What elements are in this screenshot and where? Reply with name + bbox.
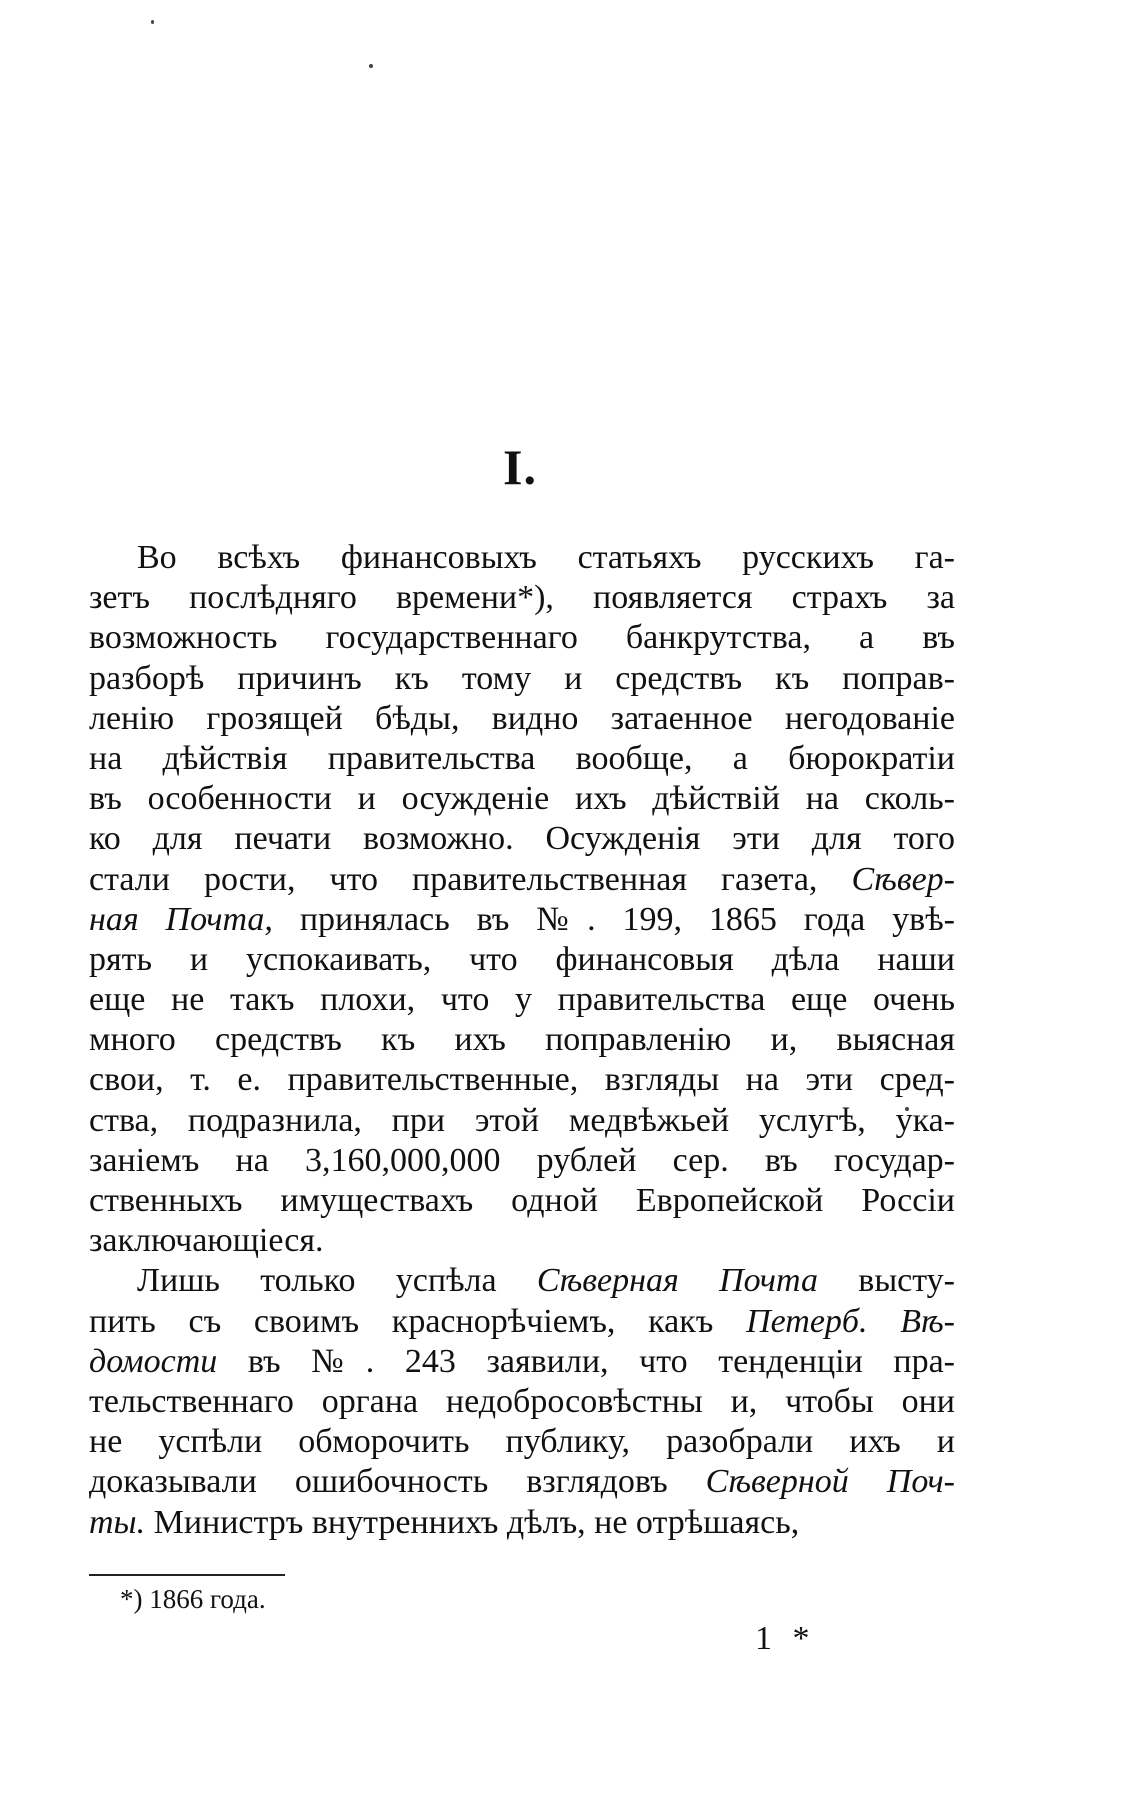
text-line [89,1261,955,1301]
text-segment: тельственнаго органа недобросовѣстны и, чтобы они [89,1382,955,1420]
text-line [89,1302,955,1342]
text-segment: доказывали ошибочность взглядовъ [89,1463,706,1501]
text-line [89,1462,955,1502]
italic-text-segment: Петерб. Вѣ- [746,1302,955,1340]
text-segment: заключающіеся. [89,1222,324,1260]
italic-text-segment: домости [89,1342,218,1380]
text-segment: не успѣли обморочить публику, разобрали ихъ и [89,1423,955,1461]
text-segment: еще не такъ плохи, что у правительства еще очень [89,981,955,1019]
scan-speck [369,64,373,68]
italic-text-segment: Сѣвер- [851,860,955,898]
footnote: *) 1866 года. [120,1584,266,1614]
text-line [89,1221,955,1261]
text-line [89,940,955,980]
text-segment: въ №. 243 заявили, что тенденціи пра- [217,1342,955,1380]
text-line [89,860,955,900]
text-line [89,538,955,578]
text-segment: рять и успокаивать, что финансовыя дѣла наши [89,940,955,978]
text-line [89,980,955,1020]
text-segment: ства, подразнила, при этой медвѣжьей услугѣ, ука- [89,1101,955,1139]
text-segment: много средствъ къ ихъ поправленію и, выясная [89,1021,955,1059]
text-segment: возможность государственнаго банкрутства, а въ [89,619,955,657]
chapter-heading: I. [503,439,537,495]
text-segment: зетъ послѣдняго времени*), появляется страхъ за [89,579,955,617]
text-segment: Во всѣхъ финансовыхъ статьяхъ русскихъ га- [137,539,955,576]
text-line [89,578,955,618]
text-line [89,1060,955,1100]
text-segment: пить съ своимъ краснорѣчіемъ, какъ [89,1302,747,1340]
text-line [89,1503,955,1543]
text-line [89,1342,955,1382]
text-line [89,900,955,940]
text-segment: заніемъ на 3,160,000,000 рублей сер. въ государ- [89,1141,955,1179]
text-segment: въ особенности и осужденіе ихъ дѣйствій на сколь- [89,780,955,818]
text-line [89,1422,955,1462]
text-line [89,779,955,819]
text-line [89,1382,955,1422]
text-segment: ко для печати возможно. Осужденія эти для того [89,820,955,858]
text-segment: на дѣйствія правительства вообще, а бюрократіи [89,739,955,777]
signature-mark: 1 * [755,1620,816,1657]
text-line [89,618,955,658]
text-line [89,739,955,779]
text-segment: Лишь только успѣла [137,1262,537,1300]
text-line [89,659,955,699]
text-segment: принялась въ №. 199, 1865 года увѣ- [272,900,955,938]
text-line [89,1181,955,1221]
text-line [89,819,955,859]
text-segment: ственныхъ имуществахъ одной Европейской Россіи [89,1182,955,1219]
text-line [89,1141,955,1181]
text-segment: Министръ внутреннихъ дѣлъ, не отрѣшаясь, [145,1503,800,1541]
text-segment: свои, т. е. правительственные, взгляды на эти сред- [89,1061,955,1099]
italic-text-segment: Сѣверной Поч- [705,1463,955,1501]
italic-text-segment: ная Почта, [89,900,273,938]
footnote-rule [89,1574,285,1576]
italic-text-segment: ты. [89,1503,146,1541]
text-segment: разборѣ причинъ къ тому и средствъ къ поправ- [89,659,955,697]
text-line [89,1020,955,1060]
text-segment: высту- [817,1262,955,1300]
scan-speck [151,20,154,24]
text-segment: стали рости, что правительственная газета, [89,860,852,898]
text-segment: ленію грозящей бѣды, видно затаенное негодованіе [89,699,955,737]
text-line [89,1101,955,1141]
italic-text-segment: Сѣверная Почта [536,1262,818,1300]
body-text [89,538,955,1543]
text-line [89,699,955,739]
